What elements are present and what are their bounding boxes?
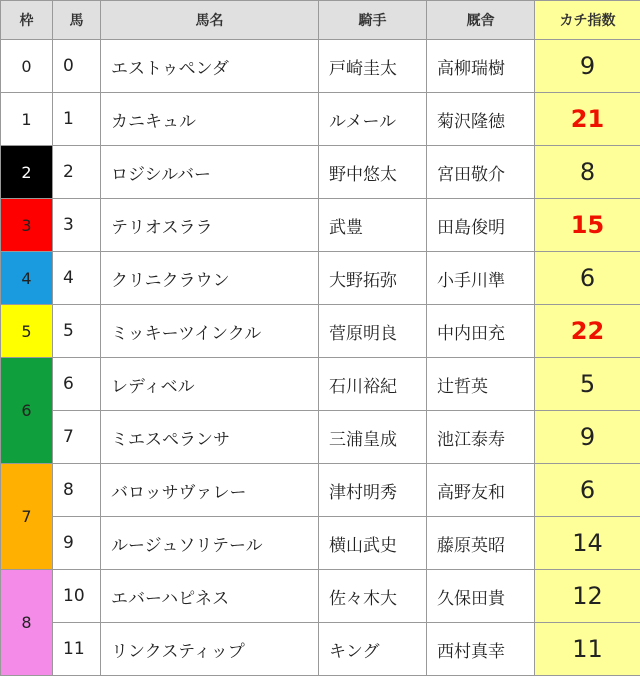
kachi-index: 9 <box>535 40 640 93</box>
jockey-name: 大野拓弥 <box>319 252 427 305</box>
horse-number: 9 <box>53 517 101 570</box>
jockey-name: 横山武史 <box>319 517 427 570</box>
header-jockey: 騎手 <box>319 1 427 40</box>
table-row <box>1 623 640 676</box>
stable-name: 藤原英昭 <box>427 517 535 570</box>
horse-name: ロジシルバー <box>101 146 319 199</box>
jockey-name: 三浦皇成 <box>319 411 427 464</box>
table-row <box>1 305 640 358</box>
table-header <box>1 1 640 40</box>
horse-number: 10 <box>53 570 101 623</box>
horse-name: リンクスティップ <box>101 623 319 676</box>
kachi-index: 5 <box>535 358 640 411</box>
header-stable: 厩舎 <box>427 1 535 40</box>
stable-name: 久保田貴 <box>427 570 535 623</box>
frame-number: 3 <box>1 199 53 252</box>
header-waku: 枠 <box>1 1 53 40</box>
table-row <box>1 40 640 93</box>
frame-number: 5 <box>1 305 53 358</box>
jockey-name: キング <box>319 623 427 676</box>
kachi-index: 9 <box>535 411 640 464</box>
kachi-index: 6 <box>535 464 640 517</box>
stable-name: 高柳瑞樹 <box>427 40 535 93</box>
frame-number: 4 <box>1 252 53 305</box>
table-row <box>1 570 640 623</box>
jockey-name: 津村明秀 <box>319 464 427 517</box>
table-row <box>1 93 640 146</box>
horse-number: 1 <box>53 93 101 146</box>
kachi-index: 22 <box>535 305 640 358</box>
horse-number: 2 <box>53 146 101 199</box>
stable-name: 西村真幸 <box>427 623 535 676</box>
table-row <box>1 146 640 199</box>
jockey-name: 石川裕紀 <box>319 358 427 411</box>
horse-name: ミエスペランサ <box>101 411 319 464</box>
stable-name: 高野友和 <box>427 464 535 517</box>
stable-name: 小手川準 <box>427 252 535 305</box>
kachi-index: 21 <box>535 93 640 146</box>
frame-number: 6 <box>1 358 53 464</box>
horse-name: クリニクラウン <box>101 252 319 305</box>
header-row <box>1 1 640 40</box>
horse-name: エストゥペンダ <box>101 40 319 93</box>
table-row <box>1 517 640 570</box>
table-row <box>1 464 640 517</box>
horse-name: バロッサヴァレー <box>101 464 319 517</box>
frame-number: 7 <box>1 464 53 570</box>
frame-number: 2 <box>1 146 53 199</box>
kachi-index: 12 <box>535 570 640 623</box>
header-uma: 馬 <box>53 1 101 40</box>
horse-name: ミッキーツインクル <box>101 305 319 358</box>
kachi-index: 8 <box>535 146 640 199</box>
header-name: 馬名 <box>101 1 319 40</box>
stable-name: 中内田充 <box>427 305 535 358</box>
horse-name: カニキュル <box>101 93 319 146</box>
jockey-name: 戸崎圭太 <box>319 40 427 93</box>
horse-number: 8 <box>53 464 101 517</box>
horse-number: 6 <box>53 358 101 411</box>
stable-name: 池江泰寿 <box>427 411 535 464</box>
table-body <box>1 40 640 676</box>
horse-number: 11 <box>53 623 101 676</box>
frame-number: 0 <box>1 40 53 93</box>
kachi-index: 11 <box>535 623 640 676</box>
horse-name: エバーハピネス <box>101 570 319 623</box>
kachi-index: 14 <box>535 517 640 570</box>
jockey-name: 佐々木大 <box>319 570 427 623</box>
frame-number: 1 <box>1 93 53 146</box>
jockey-name: 武豊 <box>319 199 427 252</box>
table-row <box>1 199 640 252</box>
kachi-index: 15 <box>535 199 640 252</box>
stable-name: 辻哲英 <box>427 358 535 411</box>
horse-number: 0 <box>53 40 101 93</box>
horse-number: 5 <box>53 305 101 358</box>
jockey-name: ルメール <box>319 93 427 146</box>
horse-number: 3 <box>53 199 101 252</box>
stable-name: 菊沢隆徳 <box>427 93 535 146</box>
horse-name: レディベル <box>101 358 319 411</box>
horse-number: 4 <box>53 252 101 305</box>
stable-name: 宮田敬介 <box>427 146 535 199</box>
table-row <box>1 358 640 411</box>
horse-name: ルージュソリテール <box>101 517 319 570</box>
horse-name: テリオスララ <box>101 199 319 252</box>
header-index: カチ指数 <box>535 1 640 40</box>
kachi-index: 6 <box>535 252 640 305</box>
table-row <box>1 411 640 464</box>
frame-number: 8 <box>1 570 53 676</box>
table-row <box>1 252 640 305</box>
horse-number: 7 <box>53 411 101 464</box>
stable-name: 田島俊明 <box>427 199 535 252</box>
jockey-name: 野中悠太 <box>319 146 427 199</box>
jockey-name: 菅原明良 <box>319 305 427 358</box>
